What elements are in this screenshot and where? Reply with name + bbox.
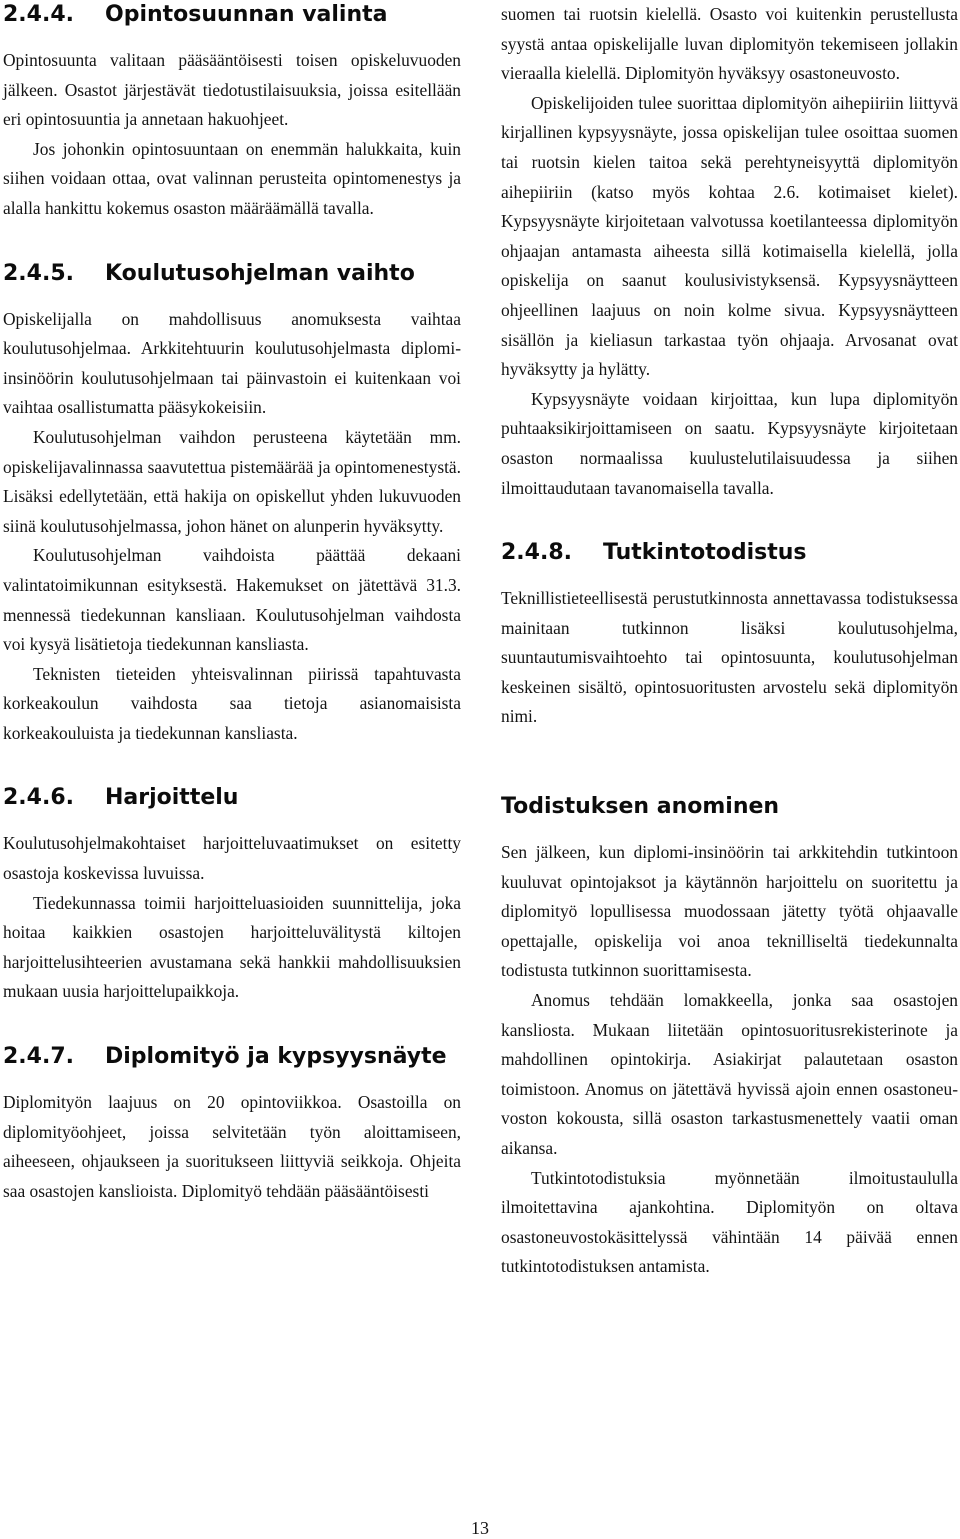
- section-heading-2-4-4: [3, 0, 461, 30]
- paragraph: Kypsyysnäyte voidaan kirjoittaa, kun lupa diplomityön puhtaaksikirjoittamiseen on saatu. Kypsyysnäyte kirjoitetaan osaston normaalissa kuulustelutilaisuudessa ja siihen ilmoittaudutaan tavanomaisella tavalla.: [501, 388, 958, 498]
- paragraph: Tiedekunnassa toimii harjoitteluasioiden suunnittelija, joka hoitaa kaikkien osastojen harjoitteluvälitystä kiltojen harjoittelusihteerien avustamana sekä hankkii mahdollisuuksien mukaan uusia harjoittelupaikkoja.: [3, 892, 461, 1002]
- left-column: [3, 0, 461, 1206]
- paragraph: Tutkintotodistuksia myönnetään ilmoitustaululla ilmoitettavina ajankohtina. Diplomityön on oltava osastoneuvostokäsittelyssä vähintään 14 päivää ennen tutkintotodistuksen antamista.: [501, 1167, 958, 1277]
- paragraph: Koulutusohjelman vaihdoista päättää dekaani valintatoimikunnan esityksestä. Hakemukset on jätettävä 31.3. mennessä tiedekunnan kansliaan. Koulutusohjelman vaihdosta voi kysyä lisätietoja tiedekunnan kansliasta.: [3, 545, 461, 655]
- paragraph: Koulutusohjelman vaihdon perusteena käytetään mm. opiskelijavalinnassa saavutettua pistemäärää ja opintomenestystä. Lisäksi edellytetään, että hakija on opiskellut yhden lukuvuoden siinä koulutusohjelmassa, johon hänet on alunperin hyväksytty.: [3, 426, 461, 536]
- section-number: 2.4.8.: [501, 540, 572, 566]
- paragraph: Anomus tehdään lomakkeella, jonka saa osastojen kansliosta. Mukaan liitetään opintosuoritusrekisterinote ja mahdollinen opintokirja. Asiakirjat palautetaan osaston toimistoon. Anomus on jätettävä hyvissä ajoin ennen osastoneuvoston kokousta, sillä osaston tarkastusmenettely vaatii oman aikansa.: [501, 990, 958, 1158]
- paragraph: Opiskelijalla on mahdollisuus anomuksesta vaihtaa koulutusohjelmaa. Arkkitehtuurin koulutusohjelmasta diplomi-insinöörin koulutusohjelmaan tai päinvastoin ei kuitenkaan voi vaihtaa osallistumatta pääsykokeisiin.: [3, 308, 461, 418]
- section-title: Harjoittelu: [105, 785, 239, 811]
- subheading-todistuksen-anominen: Todistuksen anominen: [501, 794, 780, 820]
- section-number: 2.4.4.: [3, 2, 74, 27]
- section-title: Tutkintotodistus: [603, 540, 807, 566]
- section-number: 2.4.7.: [3, 1044, 74, 1070]
- paragraph: Sen jälkeen, kun diplomi-insinöörin tai arkkitehdin tutkintoon kuuluvat opintojaksot ja käytännön harjoittelu on suoritettu ja diplomityö lopullisessa muodossaan jätetty työtä ohjaavalle opettajalle, opiskelija voi anoa teknilliseltä tiedekunnalta todistusta tutkinnon suorittamisesta.: [501, 842, 958, 981]
- section-title: Opintosuunnan valinta: [105, 2, 388, 27]
- paragraph: Teknillistieteellisestä perustutkinnosta annettavassa todistuksessa mainitaan tutkinnon lisäksi koulutusohjelma, suuntautumisvaihtoehto tai opintosuunta, koulutusohjelman keskeinen sisältö, opintosuoritusten arvostelu sekä diplomityön nimi.: [501, 588, 958, 727]
- paragraph: Teknisten tieteiden yhteisvalinnan piirissä tapahtuvasta korkeakoulun vaihdosta saa tietoja asianomaisista korkeakouluista ja tiedekunnan kansliasta.: [3, 663, 461, 743]
- section-heading-2-4-5: [3, 259, 461, 289]
- page-number: 13: [471, 1518, 489, 1538]
- right-column: [501, 0, 958, 1282]
- paragraph: Diplomityön laajuus on 20 opintoviikkoa. Osastoilla on diplomityöohjeet, joissa selvitetään työn aloittamiseen, aiheeseen, ohjaukseen ja suoritukseen liittyviä seikkoja. Ohjeita saa osastojen kanslioista. Diplomityö tehdään pääsääntöisesti: [3, 1092, 461, 1201]
- section-heading-2-4-8: [501, 538, 958, 568]
- section-heading-2-4-6: [3, 783, 461, 813]
- section-title: Koulutusohjelman vaihto: [105, 260, 415, 286]
- paragraph: Koulutusohjelmakohtaiset harjoitteluvaatimukset on esitetty osastoja koskevissa luvuissa.: [3, 833, 461, 884]
- paragraph: Opiskelijoiden tulee suorittaa diplomityön aihepiiriin liittyvä kirjallinen kypsyysnäyte, jossa opiskelijan tulee osoittaa suomen tai ruotsin kielen taitoa sekä perehtyneisyyttä diplomityön aihepiiriin (katso myös kohtaa 2.6. kotimaiset kielet). Kypsyysnäyte kirjoitetaan valvotussa koetilanteessa diplomityön ohjaajan antamasta aiheesta sillä kotimaisella kielellä, jolla opiskelija on saanut koulusivistyksensä. Kypsyysnäytteen ohjeellinen laajuus on noin kolme sivua. Kypsyysnäytteen sisällön ja kieliasun tarkastaa työn ohjaaja. Arvosanat ovat hyväksytty ja hylätty.: [501, 92, 958, 380]
- paragraph: suomen tai ruotsin kielellä. Osasto voi kuitenkin perustellusta syystä antaa opiskelijalle luvan diplomityön tekemiseen jollakin vieraalla kielellä. Diplomityön hyväksyy osastoneuvosto.: [501, 4, 958, 84]
- section-number: 2.4.6.: [3, 785, 74, 811]
- section-number: 2.4.5.: [3, 260, 74, 286]
- section-heading-2-4-7: [3, 1042, 461, 1072]
- paragraph: Opintosuunta valitaan pääsääntöisesti toisen opiskeluvuoden jälkeen. Osastot järjestävät tiedotustilaisuuksia, joissa esitellään eri opintosuuntia ja annetaan hakuohjeet.: [3, 50, 461, 130]
- section-title: Diplomityö ja kypsyysnäyte: [105, 1044, 447, 1070]
- paragraph: Jos johonkin opintosuuntaan on enemmän halukkaita, kuin siihen voidaan ottaa, ovat valinnan perusteita opintomenestys ja alalla hankittu kokemus osaston määräämällä tavalla.: [3, 138, 461, 218]
